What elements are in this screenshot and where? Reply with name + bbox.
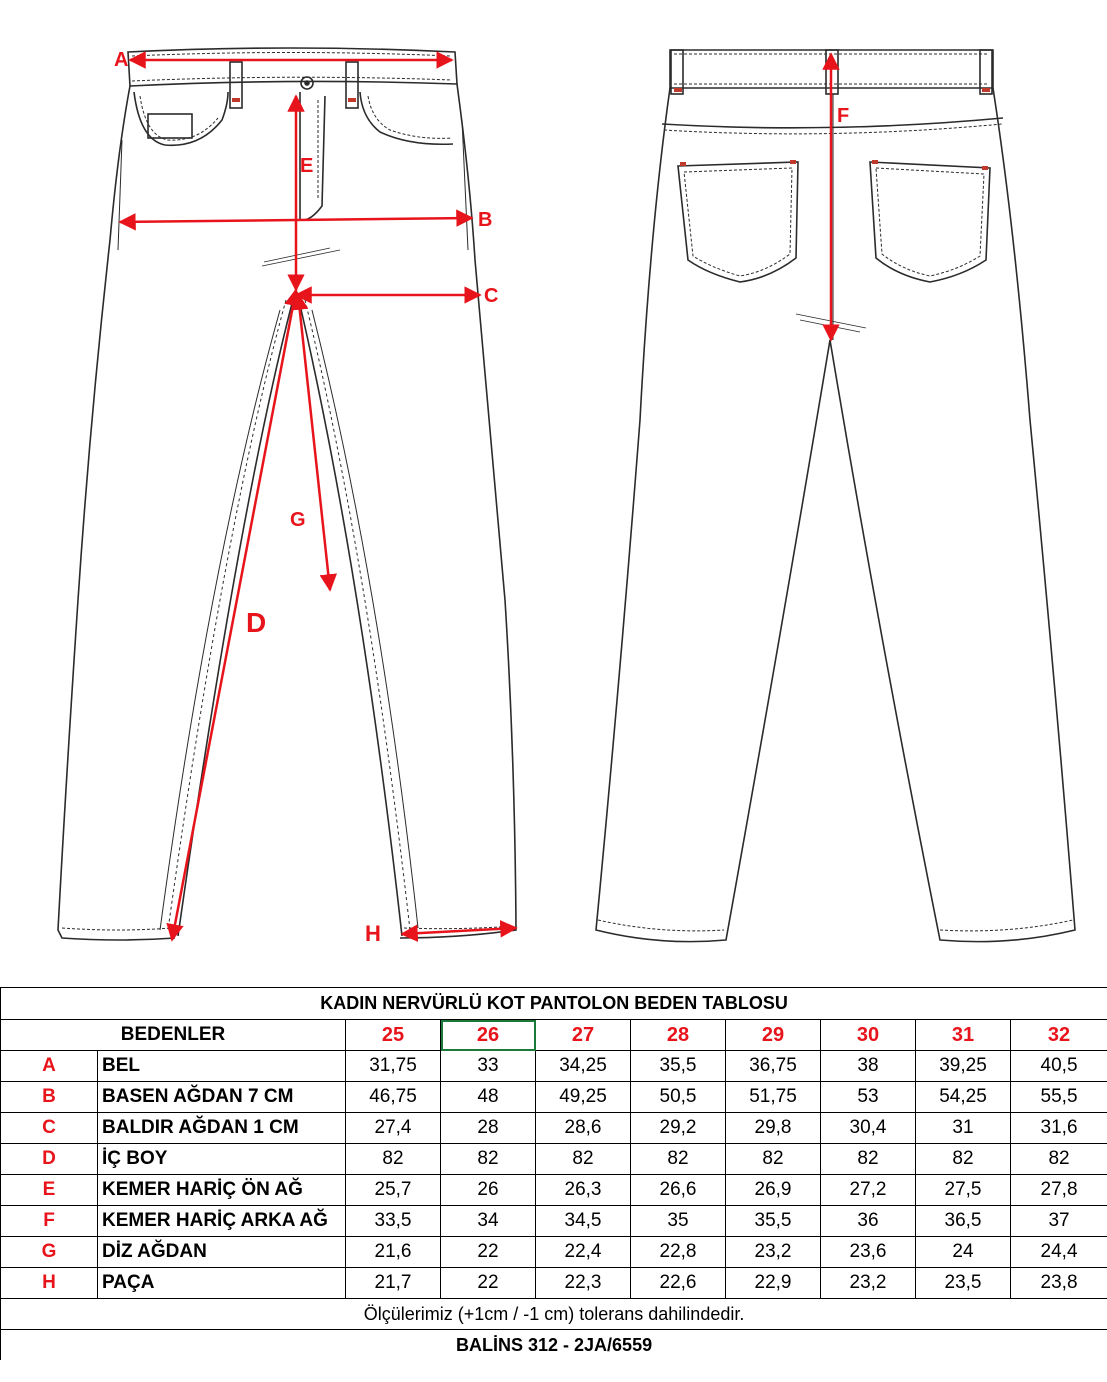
measure-code: B	[1, 1082, 98, 1113]
measure-value: 82	[346, 1144, 441, 1175]
measure-label-d: D	[246, 607, 267, 638]
size-header-cell[interactable]: 26	[441, 1020, 536, 1051]
measure-value: 34,25	[536, 1051, 631, 1082]
measure-value: 28	[441, 1113, 536, 1144]
measure-value: 46,75	[346, 1082, 441, 1113]
measure-label-e: E	[300, 155, 314, 177]
measure-value: 36,5	[916, 1206, 1011, 1237]
model-code: BALİNS 312 - 2JA/6559	[1, 1330, 1107, 1361]
measure-value: 82	[821, 1144, 916, 1175]
measure-value: 23,8	[1011, 1268, 1107, 1299]
measure-value: 82	[441, 1144, 536, 1175]
measure-value: 31,75	[346, 1051, 441, 1082]
measure-label-b: B	[478, 209, 493, 231]
measure-code: C	[1, 1113, 98, 1144]
measure-value: 35,5	[726, 1206, 821, 1237]
measure-value: 36	[821, 1206, 916, 1237]
table-row	[1, 1268, 1107, 1299]
measure-value: 25,7	[346, 1175, 441, 1206]
table-row	[1, 1175, 1107, 1206]
table-title: KADIN NERVÜRLÜ KOT PANTOLON BEDEN TABLOSU	[1, 988, 1107, 1020]
measure-value: 21,6	[346, 1237, 441, 1268]
measure-value: 26,6	[631, 1175, 726, 1206]
measure-value: 24,4	[1011, 1237, 1107, 1268]
measure-value: 27,8	[1011, 1175, 1107, 1206]
tolerance-note: Ölçülerimiz (+1cm / -1 cm) tolerans dahilindedir.	[1, 1299, 1107, 1330]
measure-value: 23,2	[821, 1268, 916, 1299]
measure-code: A	[1, 1051, 98, 1082]
measure-name: BASEN AĞDAN 7 CM	[98, 1082, 346, 1113]
measure-value: 37	[1011, 1206, 1107, 1237]
measure-label-f: F	[837, 105, 850, 127]
measure-value: 39,25	[916, 1051, 1011, 1082]
table-row	[1, 1051, 1107, 1082]
front-view	[58, 48, 516, 940]
table-title-row	[1, 988, 1107, 1020]
measure-value: 30,4	[821, 1113, 916, 1144]
measure-code: D	[1, 1144, 98, 1175]
measure-value: 38	[821, 1051, 916, 1082]
size-header-cell[interactable]: 29	[726, 1020, 821, 1051]
measure-value: 29,8	[726, 1113, 821, 1144]
measure-label-g: G	[290, 509, 306, 531]
measure-value: 22,6	[631, 1268, 726, 1299]
measure-value: 35	[631, 1206, 726, 1237]
measure-value: 31	[916, 1113, 1011, 1144]
measure-value: 40,5	[1011, 1051, 1107, 1082]
size-chart-table	[0, 987, 1107, 1360]
measure-g-arrow	[298, 294, 330, 590]
measure-value: 82	[916, 1144, 1011, 1175]
measure-value: 22	[441, 1237, 536, 1268]
measure-label-h: H	[365, 921, 381, 946]
size-header-cell[interactable]: 28	[631, 1020, 726, 1051]
measure-name: KEMER HARİÇ ÖN AĞ	[98, 1175, 346, 1206]
measure-value: 82	[1011, 1144, 1107, 1175]
measure-value: 29,2	[631, 1113, 726, 1144]
measure-value: 33,5	[346, 1206, 441, 1237]
measure-label-c: C	[484, 285, 499, 307]
model-row	[1, 1330, 1107, 1361]
measure-name: KEMER HARİÇ ARKA AĞ	[98, 1206, 346, 1237]
measure-code: F	[1, 1206, 98, 1237]
measure-value: 23,2	[726, 1237, 821, 1268]
size-header-cell[interactable]: 30	[821, 1020, 916, 1051]
measure-value: 51,75	[726, 1082, 821, 1113]
measure-value: 26,9	[726, 1175, 821, 1206]
measure-value: 23,6	[821, 1237, 916, 1268]
measure-value: 21,7	[346, 1268, 441, 1299]
measure-value: 35,5	[631, 1051, 726, 1082]
tolerance-note-row	[1, 1299, 1107, 1330]
measure-value: 53	[821, 1082, 916, 1113]
measure-code: G	[1, 1237, 98, 1268]
measure-value: 54,25	[916, 1082, 1011, 1113]
measure-value: 50,5	[631, 1082, 726, 1113]
measure-value: 82	[631, 1144, 726, 1175]
measure-label-a: A	[114, 49, 129, 71]
measure-name: BALDIR AĞDAN 1 CM	[98, 1113, 346, 1144]
measure-value: 34	[441, 1206, 536, 1237]
measure-value: 27,4	[346, 1113, 441, 1144]
measure-value: 22,3	[536, 1268, 631, 1299]
measure-value: 22,8	[631, 1237, 726, 1268]
measure-value: 55,5	[1011, 1082, 1107, 1113]
measure-value: 36,75	[726, 1051, 821, 1082]
measure-value: 33	[441, 1051, 536, 1082]
back-view	[596, 50, 1075, 942]
size-header-cell[interactable]: 27	[536, 1020, 631, 1051]
measure-value: 82	[726, 1144, 821, 1175]
size-header-row	[1, 1020, 1107, 1051]
table-row	[1, 1144, 1107, 1175]
size-header-cell[interactable]: 31	[916, 1020, 1011, 1051]
measure-value: 34,5	[536, 1206, 631, 1237]
measure-name: BEL	[98, 1051, 346, 1082]
measure-value: 82	[536, 1144, 631, 1175]
measure-value: 22	[441, 1268, 536, 1299]
measure-d-arrow	[172, 290, 296, 940]
measure-arrows	[120, 54, 831, 940]
measure-name: PAÇA	[98, 1268, 346, 1299]
measure-code: H	[1, 1268, 98, 1299]
size-header-cell[interactable]: 25	[346, 1020, 441, 1051]
measurement-rows	[1, 1051, 1107, 1299]
measure-value: 48	[441, 1082, 536, 1113]
table-row	[1, 1237, 1107, 1268]
measure-name: DİZ AĞDAN	[98, 1237, 346, 1268]
measure-value: 27,2	[821, 1175, 916, 1206]
measure-name: İÇ BOY	[98, 1144, 346, 1175]
size-header-cell[interactable]: 32	[1011, 1020, 1107, 1051]
measure-value: 31,6	[1011, 1113, 1107, 1144]
measure-code: E	[1, 1175, 98, 1206]
measure-value: 26,3	[536, 1175, 631, 1206]
measure-value: 28,6	[536, 1113, 631, 1144]
measure-value: 22,4	[536, 1237, 631, 1268]
sizes-label: BEDENLER	[1, 1020, 346, 1051]
measure-value: 27,5	[916, 1175, 1011, 1206]
table-row	[1, 1082, 1107, 1113]
table-row	[1, 1206, 1107, 1237]
measure-value: 22,9	[726, 1268, 821, 1299]
measure-value: 24	[916, 1237, 1011, 1268]
table-row	[1, 1113, 1107, 1144]
measure-value: 23,5	[916, 1268, 1011, 1299]
measure-value: 26	[441, 1175, 536, 1206]
measure-value: 49,25	[536, 1082, 631, 1113]
